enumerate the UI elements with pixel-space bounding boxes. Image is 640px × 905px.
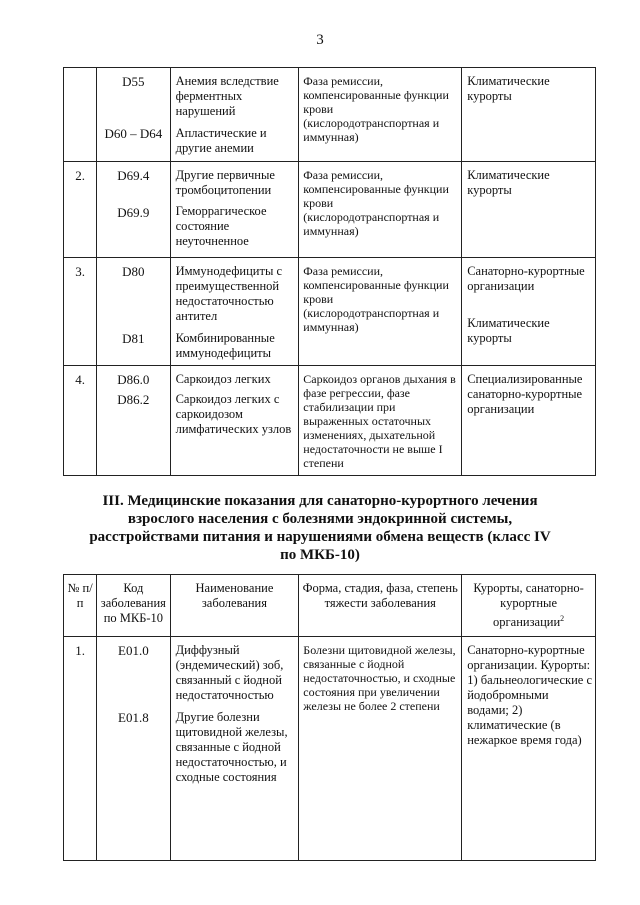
disease-name: Анемия вследствие ферментных нарушений: [175, 74, 279, 118]
column-header-number: № п/п: [64, 575, 97, 637]
section-title: III. Медицинские показания для санаторно-курортного лечения взрослого населения с болезнями эндокринной системы, расстройствами питания и нарушениями обмена веществ (класс IV по МКБ-10): [89, 493, 551, 563]
icd-code: D60 – D64: [104, 126, 163, 141]
table-row: [64, 68, 596, 162]
page-number: 3: [316, 32, 324, 48]
row-number: 3.: [64, 258, 97, 366]
phase-cell: Фаза ремиссии, компенсированные функции крови (кислородотранспортная и иммунная): [299, 258, 462, 366]
table-row: [64, 162, 596, 258]
endocrine-indications-table: [63, 574, 596, 861]
resort-type: Климатические курорты: [467, 316, 550, 345]
footnote-marker: 2: [560, 614, 565, 623]
phase-cell: Фаза ремиссии, компенсированные функции крови (кислородотранспортная и иммунная): [299, 68, 462, 162]
resorts-cell: Санаторно-курортные организации. Курорты: 1) бальнеологические с йодобромными водами; 2) климатические (в нежаркое время года): [462, 637, 596, 861]
icd-code: D55: [122, 74, 145, 89]
icd-code: D80: [122, 264, 145, 279]
disease-name: Другие болезни щитовидной железы, связанные с йодной недостаточностью, и сходные состояния: [175, 710, 288, 785]
indications-table-continued: [63, 67, 596, 476]
phase-cell: Саркоидоз органов дыхания в фазе регрессии, фазе стабилизации при выраженных остаточных изменениях, дыхательной недостаточности не выше I степени: [299, 366, 462, 476]
disease-name: Геморрагическое состояние неуточненное: [175, 204, 267, 248]
phase-cell: Болезни щитовидной железы, связанные с йодной недостаточностью, и сходные состояния при увеличении железы не более 2 степени: [299, 637, 462, 861]
icd-codes-cell: [97, 366, 170, 476]
resort-type: Климатические курорты: [467, 74, 550, 103]
resorts-cell: [462, 258, 596, 366]
column-header-phase: Форма, стадия, фаза, степень тяжести заболевания: [299, 575, 462, 637]
disease-names-cell: [170, 68, 299, 162]
row-number: [64, 68, 97, 162]
icd-codes-cell: [97, 162, 170, 258]
resorts-header-text: Курорты, санаторно-курортные организации: [473, 581, 584, 630]
icd-code: D69.4: [117, 168, 150, 183]
disease-names-cell: [170, 162, 299, 258]
disease-names-cell: [170, 366, 299, 476]
icd-code: D86.0: [117, 372, 150, 387]
disease-name: Комбинированные иммунодефициты: [175, 331, 275, 360]
column-header-code: Код заболевания по МКБ-10: [97, 575, 170, 637]
resort-type: Специализированные санаторно-курортные организации: [467, 372, 583, 416]
table-row: [64, 637, 596, 861]
disease-name: Апластические и другие анемии: [175, 126, 267, 155]
table-row: [64, 366, 596, 476]
row-number: 2.: [64, 162, 97, 258]
resorts-cell: [462, 366, 596, 476]
disease-name: Диффузный (эндемический) зоб, связанный с йодной недостаточностью: [175, 643, 284, 703]
table-header-row: [64, 575, 596, 637]
disease-name: Саркоидоз легких с саркоидозом лимфатических узлов: [175, 392, 292, 436]
disease-name: Другие первичные тромбоцитопении: [175, 168, 275, 197]
icd-codes-cell: [97, 68, 170, 162]
icd-code: E01.8: [118, 710, 149, 726]
resorts-cell: [462, 68, 596, 162]
icd-code: D86.2: [117, 392, 150, 407]
disease-name: Саркоидоз легких: [175, 372, 271, 386]
icd-code: D69.9: [117, 205, 150, 220]
disease-names-cell: [170, 258, 299, 366]
row-number: 4.: [64, 366, 97, 476]
icd-codes-cell: [97, 637, 170, 861]
resort-type: Санаторно-курортные организации: [467, 264, 585, 293]
icd-code: D81: [122, 331, 145, 346]
disease-names-cell: [170, 637, 299, 861]
table-row: [64, 258, 596, 366]
row-number: 1.: [64, 637, 97, 861]
icd-code: E01.0: [118, 643, 149, 659]
column-header-name: Наименование заболевания: [170, 575, 299, 637]
phase-cell: Фаза ремиссии, компенсированные функции крови (кислородотранспортная и иммунная): [299, 162, 462, 258]
icd-codes-cell: [97, 258, 170, 366]
disease-name: Иммунодефициты с преимущественной недостаточностью антител: [175, 264, 283, 323]
column-header-resorts: [462, 575, 596, 637]
resorts-cell: [462, 162, 596, 258]
resort-type: Климатические курорты: [467, 168, 550, 197]
